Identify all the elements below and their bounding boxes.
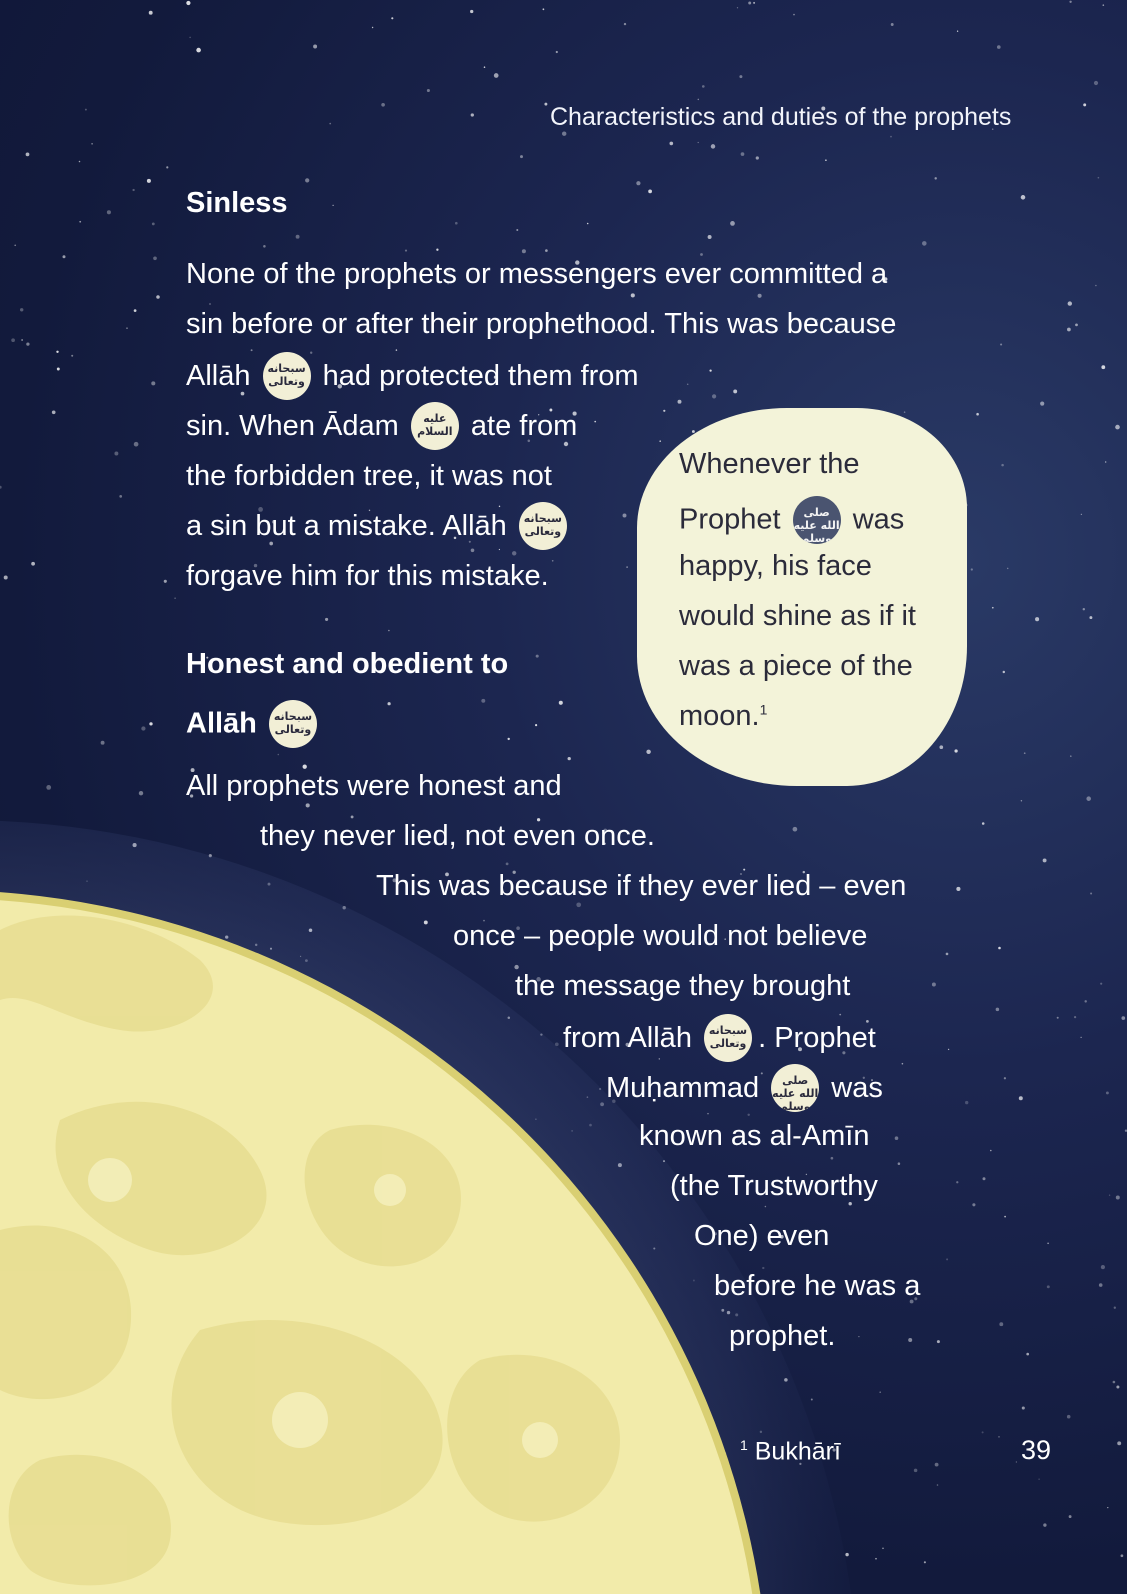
text-segment: Prophet — [679, 503, 781, 536]
text-segment: . Prophet — [758, 1022, 876, 1054]
text-segment: ate from — [470, 410, 578, 442]
honest-line-12: prophet. — [729, 1320, 836, 1352]
sinless-line-1: None of the prophets or messengers ever committed a — [186, 258, 888, 290]
sinless-line-4 — [186, 402, 577, 450]
honest-line-10: One) even — [694, 1220, 830, 1252]
sinless-line-2: sin before or after their prophethood. This was because — [186, 308, 897, 340]
honest-line-6 — [563, 1014, 876, 1062]
text-allah: Allāh — [186, 360, 251, 392]
footnote-text: Bukhārī — [754, 1437, 841, 1466]
text-segment: moon. — [679, 700, 760, 732]
section-heading-honest-line1: Honest and obedient to — [186, 648, 509, 680]
honorific-subhanahu-icon: سبحانه وتعالى — [269, 700, 317, 748]
running-head: Characteristics and duties of the prophets — [550, 103, 1012, 131]
honorific-salla-icon: صلى الله عليه وسلم — [793, 496, 841, 544]
honest-line-8: known as al-Amīn — [639, 1120, 870, 1152]
bubble-line-4: would shine as if it — [679, 600, 916, 632]
honorific-alayhi-icon: عليه السلام — [411, 402, 459, 450]
honorific-subhanahu-icon: سبحانه وتعالى — [704, 1014, 752, 1062]
sinless-line-7: forgave him for this mistake. — [186, 560, 549, 592]
text-segment: Muḥammad — [606, 1072, 760, 1104]
honest-line-2: they never lied, not even once. — [260, 820, 655, 852]
text-segment: had protected them from — [322, 360, 639, 392]
bubble-line-2 — [679, 496, 904, 544]
text-allah: Allāh — [186, 707, 257, 740]
honest-line-1: All prophets were honest and — [186, 770, 562, 802]
honest-line-11: before he was a — [714, 1270, 921, 1302]
honest-line-4: once – people would not believe — [453, 920, 868, 952]
bubble-line-5: was a piece of the — [679, 650, 913, 682]
honorific-salla-icon: صلى الله عليه وسلم — [771, 1064, 819, 1112]
sinless-line-6 — [186, 502, 571, 550]
section-heading-sinless: Sinless — [186, 187, 288, 219]
text-segment: a sin but a mistake. Allāh — [186, 510, 507, 542]
honest-line-9: (the Trustworthy — [670, 1170, 878, 1202]
honest-line-7 — [606, 1064, 883, 1112]
footnote — [740, 1437, 841, 1466]
page-number: 39 — [1021, 1435, 1052, 1465]
footnote-reference: 1 — [759, 701, 768, 718]
honorific-subhanahu-icon: سبحانه وتعالى — [519, 502, 567, 550]
honorific-subhanahu-icon: سبحانه وتعالى — [263, 352, 311, 400]
honest-line-5: the message they brought — [515, 970, 851, 1002]
text-segment: was — [831, 1072, 883, 1104]
bubble-line-3: happy, his face — [679, 550, 872, 582]
footnote-marker: 1 — [740, 1437, 748, 1453]
bubble-line-1: Whenever the — [679, 448, 860, 480]
honest-line-3: This was because if they ever lied – even — [376, 870, 907, 902]
bubble-line-6 — [679, 700, 767, 733]
section-heading-honest-line2 — [186, 700, 321, 748]
text-segment: from Allāh — [563, 1022, 692, 1054]
text-segment: sin. When Ādam — [186, 410, 399, 442]
sinless-line-5: the forbidden tree, it was not — [186, 460, 552, 492]
sinless-line-3 — [186, 352, 639, 400]
text-segment: was — [852, 503, 905, 536]
